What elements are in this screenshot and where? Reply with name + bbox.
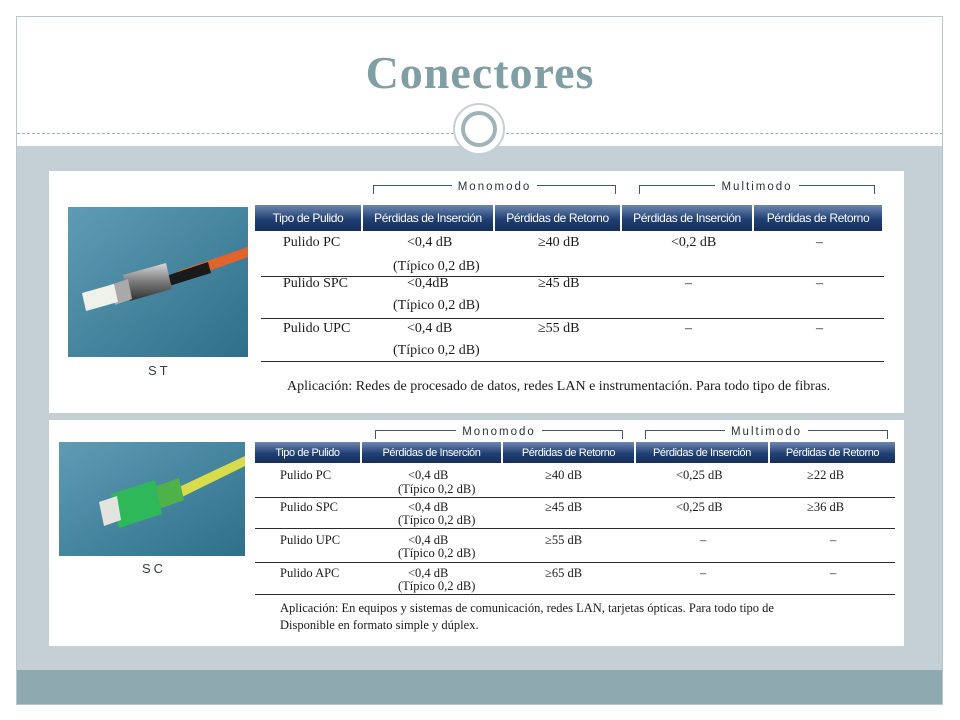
sc-application-text: Aplicación: En equipos y sistemas de comunicación, redes LAN, tarjetas ópticas. Para todo tipo de	[280, 601, 774, 615]
sc-cell-multi-insertion: –	[700, 533, 707, 547]
slide-footer-bar	[17, 670, 942, 704]
st-cell-multi-insertion: <0,2 dB	[671, 235, 717, 250]
divider-circle-ornament	[453, 103, 505, 155]
sc-connector-photo	[59, 442, 245, 556]
st-header-ret-multi: Pérdidas de Retorno	[754, 205, 882, 231]
sc-cell-insertion: <0,4 dB	[408, 566, 449, 580]
sc-header-ret-multi: Pérdidas de Retorno	[770, 442, 895, 463]
sc-table-row	[255, 463, 895, 498]
sc-cell-type: Pulido SPC	[280, 500, 339, 514]
st-header-tipo: Tipo de Pulido	[255, 205, 363, 231]
st-multimodo-label: Multimodo	[715, 181, 798, 193]
st-connector-panel	[49, 171, 904, 413]
sc-connector-label: SC	[142, 561, 167, 576]
sc-multimodo-label: Multimodo	[725, 426, 808, 438]
sc-monomodo-group	[375, 424, 623, 438]
st-header-ret-mono: Pérdidas de Retorno	[495, 205, 622, 231]
sc-header-ins-mono: Pérdidas de Inserción	[362, 442, 503, 463]
sc-cell-multi-return: –	[830, 566, 837, 580]
sc-table-header	[255, 442, 895, 463]
st-cell-multi-return: –	[816, 276, 823, 291]
st-header-ins-multi: Pérdidas de Inserción	[622, 205, 754, 231]
sc-cell-return: ≥55 dB	[545, 533, 583, 547]
sc-header-tipo: Tipo de Pulido	[255, 442, 362, 463]
sc-header-ins-multi: Pérdidas de Inserción	[636, 442, 770, 463]
sc-cell-multi-insertion: –	[700, 566, 707, 580]
st-cell-typical: (Típico 0,2 dB)	[393, 259, 480, 274]
sc-cell-return: ≥40 dB	[545, 468, 583, 482]
st-cell-type: Pulido SPC	[283, 276, 348, 291]
st-cell-typical: (Típico 0,2 dB)	[393, 343, 480, 358]
st-cell-multi-insertion: –	[685, 276, 692, 291]
sc-cell-multi-insertion: <0,25 dB	[676, 468, 723, 482]
st-monomodo-group	[373, 179, 616, 193]
st-cell-insertion: <0,4 dB	[407, 321, 453, 336]
sc-cell-typical: (Típico 0,2 dB)	[398, 513, 476, 527]
sc-cell-type: Pulido PC	[280, 468, 332, 482]
st-cell-multi-return: –	[816, 321, 823, 336]
st-cell-multi-insertion: –	[685, 321, 692, 336]
sc-multimodo-group	[645, 424, 888, 438]
st-table-row	[261, 231, 884, 277]
st-connector-photo	[68, 207, 248, 357]
st-application-text: Aplicación: Redes de procesado de datos, redes LAN e instrumentación. Para todo tipo de fibras.	[287, 379, 831, 394]
st-multimodo-group	[639, 179, 875, 193]
st-cell-multi-return: –	[816, 235, 823, 250]
sc-cell-multi-return: ≥36 dB	[807, 500, 845, 514]
sc-cell-typical: (Típico 0,2 dB)	[398, 546, 476, 560]
sc-cell-multi-insertion: <0,25 dB	[676, 500, 723, 514]
sc-application-text-2: Disponible en formato simple y dúplex.	[280, 618, 479, 632]
st-table-header	[255, 205, 882, 231]
sc-table-row	[255, 497, 895, 529]
sc-cell-type: Pulido UPC	[280, 533, 341, 547]
st-cell-typical: (Típico 0,2 dB)	[393, 298, 480, 313]
st-cell-type: Pulido PC	[283, 235, 341, 250]
st-cell-return: ≥40 dB	[538, 235, 580, 250]
sc-monomodo-label: Monomodo	[456, 426, 542, 438]
slide-title: Conectores	[365, 47, 595, 98]
sc-connector-panel	[49, 420, 904, 646]
sc-table-row	[255, 562, 895, 595]
st-table-row	[261, 276, 884, 319]
sc-table-row	[255, 528, 895, 563]
sc-cell-return: ≥45 dB	[545, 500, 583, 514]
st-cell-return: ≥45 dB	[538, 276, 580, 291]
st-table-row	[261, 318, 884, 362]
sc-cell-multi-return: –	[830, 533, 837, 547]
st-cell-type: Pulido UPC	[283, 321, 351, 336]
sc-cell-multi-return: ≥22 dB	[807, 468, 845, 482]
st-cell-insertion: <0,4 dB	[407, 235, 453, 250]
sc-cell-typical: (Típico 0,2 dB)	[398, 579, 476, 593]
st-header-ins-mono: Pérdidas de Inserción	[363, 205, 495, 231]
st-monomodo-label: Monomodo	[452, 181, 538, 193]
sc-cell-typical: (Típico 0,2 dB)	[398, 482, 476, 496]
st-cell-return: ≥55 dB	[538, 321, 580, 336]
sc-cell-insertion: <0,4 dB	[408, 468, 449, 482]
sc-cell-insertion: <0,4 dB	[408, 500, 449, 514]
sc-cell-return: ≥65 dB	[545, 566, 583, 580]
sc-cell-insertion: <0,4 dB	[408, 533, 449, 547]
sc-cell-type: Pulido APC	[280, 566, 340, 580]
st-cell-insertion: <0,4dB	[407, 276, 449, 291]
sc-header-ret-mono: Pérdidas de Retorno	[503, 442, 636, 463]
st-connector-label: ST	[148, 363, 171, 378]
